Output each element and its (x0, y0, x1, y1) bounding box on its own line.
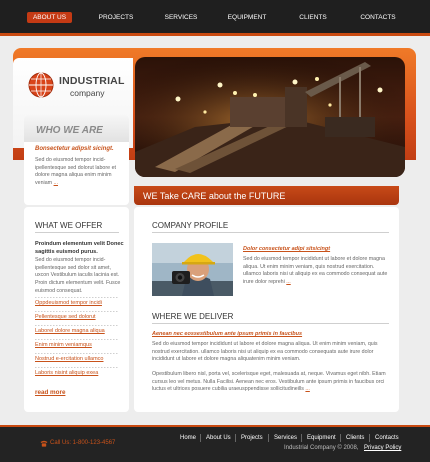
divider (35, 311, 119, 312)
logo-text-company: company (70, 88, 105, 98)
read-more-link[interactable]: read more (35, 389, 66, 396)
worker-photo (152, 243, 233, 296)
where-we-deliver-more-link[interactable]: ... (305, 386, 310, 393)
who-we-are-more-link[interactable]: ... (53, 180, 58, 187)
footer (0, 425, 430, 462)
nav-equipment[interactable]: EQUIPMENT (227, 14, 267, 21)
divider (35, 339, 119, 340)
footer-copyright: Industrial Company © 2008, (284, 445, 359, 451)
what-we-offer-title: WHAT WE OFFER (35, 221, 103, 230)
divider (35, 353, 119, 354)
offer-link[interactable]: Laborel dolore magna aliqua (35, 328, 105, 334)
divider (235, 434, 236, 442)
hero-image (135, 57, 405, 177)
footer-link-services[interactable]: Services (274, 435, 298, 441)
offer-link[interactable]: Oppdeuismod tempor incidi (35, 300, 102, 306)
offer-link[interactable]: Laboris nisint aliquip exea (35, 370, 99, 376)
footer-link-clients[interactable]: Clients (346, 435, 365, 441)
footer-link-contacts[interactable]: Contacts (375, 435, 399, 441)
footer-link-equipment[interactable]: Equipment (307, 435, 336, 441)
privacy-policy-link[interactable]: Privacy Policy (364, 445, 402, 451)
divider (35, 367, 119, 368)
nav-about-us[interactable]: ABOUT US (27, 12, 72, 23)
company-profile-more-link[interactable]: ... (286, 279, 291, 286)
where-we-deliver-title: WHERE WE DELIVER (152, 312, 234, 321)
nav-clients[interactable]: CLIENTS (299, 14, 327, 21)
what-we-offer-panel (24, 207, 129, 412)
divider (35, 325, 119, 326)
who-we-are-panel (24, 115, 129, 205)
who-we-are-text: Sed do eiusmod tempor incid-ipellentesque sed dolorut labore et dolore magna aliqua enim minim veniam ... (35, 157, 116, 187)
divider (301, 434, 302, 442)
divider (152, 323, 389, 324)
who-we-are-subtitle: Bonsectetur adipsit sicingt. (35, 146, 114, 152)
company-profile-heading[interactable]: Dolor consectetur adipi sitsicingt (243, 246, 331, 252)
where-we-deliver-heading[interactable]: Aenean nec eossestibulum ante ipsum primis in faucibus (152, 331, 303, 337)
top-navigation (0, 0, 430, 36)
company-profile-text: Sed do eiusmod tempor incididunt ut labore et dolore magna aliqua. Ut enim minim veniam, quis nostrud exercitation. ullamco laboris nisi ut aliquip ex ea commodo consequat aute irure dolor reprehi ... (243, 256, 388, 286)
footer-link-projects[interactable]: Projects (241, 435, 263, 441)
company-profile-title: COMPANY PROFILE (152, 221, 229, 230)
divider (369, 434, 370, 442)
tagline-bar (134, 186, 399, 205)
globe-icon (28, 72, 54, 98)
footer-phone: Call Us: 1-800-123-4567 (50, 440, 116, 446)
what-we-offer-text: Sed do eiusmod tempor incid-ipellentesque sed dolor sit amet, uxcon Vestibulum iaculis lacinia est. Proin dictum elementum velit. Fusce euismod consequat. (35, 257, 121, 294)
divider (35, 232, 119, 233)
footer-link-home[interactable]: Home (180, 435, 197, 441)
footer-link-about-us[interactable]: About Us (206, 435, 231, 441)
who-we-are-title: WHO WE ARE (36, 125, 103, 136)
phone-icon (40, 440, 48, 447)
divider (152, 232, 389, 233)
nav-projects[interactable]: PROJECTS (98, 14, 134, 21)
offer-link[interactable]: Nostrud e-ercitation ullamco (35, 356, 104, 362)
offer-link[interactable]: Enim minim veniamqus (35, 342, 92, 348)
nav-services[interactable]: SERVICES (164, 14, 198, 21)
what-we-offer-lead: Proindum elementum velit Donec sagittis euismod purus. (35, 241, 124, 256)
where-we-deliver-text-2: Opestibulum libero nisl, porta vel, scelerisque eget, malesuada at, neque. Vivamus eget nibh. Etiam cursus leo vel metus. Nulla Facilisi. Aenean nec eros. Vestibulum ante ipsum primis in faucibus orci luctus et ultrices posuere cubilia uraeusppendisse sollicitudineills ... (152, 371, 386, 393)
divider (340, 434, 341, 442)
main-content (134, 207, 399, 412)
divider (200, 434, 201, 442)
nav-contacts[interactable]: CONTACTS (360, 14, 396, 21)
logo-text-industrial: INDUSTRIAL (59, 75, 125, 87)
offer-link[interactable]: Pellentesque sed dolorut (35, 314, 96, 320)
divider (268, 434, 269, 442)
where-we-deliver-text: Sed do eiusmod tempor incididunt ut labore et dolore magna aliqua. Ut enim minim veniam, quis nostrud exercitation. ullamco laboris nisi ut aliquip ex ea commodo consequats aute irure dolor incididunt ut labore et dolore magna aliquatenim minim veniam. (152, 341, 378, 363)
divider (35, 297, 119, 298)
tagline: WE Take CARE about the FUTURE (143, 191, 286, 201)
